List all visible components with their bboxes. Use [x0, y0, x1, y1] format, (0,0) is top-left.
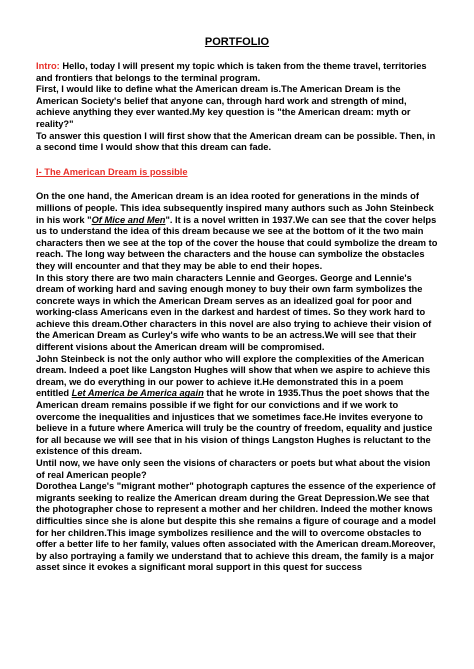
- p1-before: On the one hand, the American dream is an idea rooted for generations in the minds of millions of people. This idea subsequently inspired many authors such as John Steinbeck in his work ": [36, 191, 434, 225]
- definition-paragraph: First, I would like to define what the American dream is.The American Dream is the American Society's belief that anyone can, through hard work and strength of mind, achieve anything they ever wanted.My key question is "the American dream: myth or reality?": [36, 84, 411, 129]
- intro-paragraph: [36, 61, 438, 84]
- p1-after: ". It is a novel written in 1937.We can see that the cover helps us to understand the idea of this dream because we see at the bottom of it the two main characters then we see at the top of the cover the house that could symbolize the dream to reach. The long way between the characters and the house can symbolize the obstacles they will encounter and that they may be able to end their hopes.: [36, 214, 438, 271]
- intro-label: Intro:: [36, 61, 60, 71]
- body-paragraph-steinbeck: [36, 191, 438, 272]
- body-paragraph-lange: Dorothea Lange's "migrant mother" photograph captures the essence of the experience of migrants seeking to realize the American dream during the Great Depression.We see that the photographer chose to represent a mother and her children. Indeed the mother knows difficulties since she is alone but despite this she remains a figure of courage and a model for her children.This image symbolizes resilience and the will to overcome obstacles to offer a better life to her family, values often associated with the American dream.Moreover, by also portraying a family we understand that to achieve this dream, the family is a major asset since it evokes a significant moral support in this quest for success: [36, 481, 436, 573]
- p3-after: that he wrote in 1935.Thus the poet shows that the American dream remains possible if we fight for our convictions and if we work to overcome the inequalities and injustices that we sometimes face.He invites everyone to believe in a future where America will truly be the country of freedom, equality and justice for all because we will see that in his vision of things Langston Hughes is reluctant to the existence of this dream.: [36, 388, 433, 457]
- section-heading: I- The American Dream is possible: [36, 166, 188, 177]
- body-paragraph-question: Until now, we have only seen the visions of characters or poets but what about the vision of real American people?: [36, 458, 431, 480]
- plan-paragraph: To answer this question I will first show that the American dream can be possible. Then, in a second time I would show that this dream can fade.: [36, 130, 436, 153]
- p3-before: John Steinbeck is not the only author who will explore the complexities of the American dream. Indeed a poet like Langston Hughes will show that when we aspire to achieve this dream, we do everything in our power to achieve it.He demonstrated this in a poem entitled: [36, 353, 431, 399]
- poem-title: Let America be America again: [71, 388, 204, 399]
- page-title: PORTFOLIO: [204, 36, 270, 48]
- body-paragraph-hughes: [36, 354, 438, 458]
- intro-text: Hello, today I will present my topic which is taken from the theme travel, territories and frontiers that belongs to the terminal program.: [36, 61, 427, 83]
- book-title: Of Mice and Men: [91, 214, 166, 225]
- body-paragraph-characters: In this story there are two main characters Lennie and Georges. George and Lennie's dream of working hard and saving enough money to buy their own farm symbolizes the concrete ways in which the American Dream serves as an idealized goal for poor and working-class Americans even in the darkest and hardest of times. So they work hard to achieve this dream.Other characters in this novel are also trying to achieve their vision of the American Dream as Curley's wife who wants to be an actress.We will see that their different visions about the American dream will be compromised.: [36, 272, 432, 353]
